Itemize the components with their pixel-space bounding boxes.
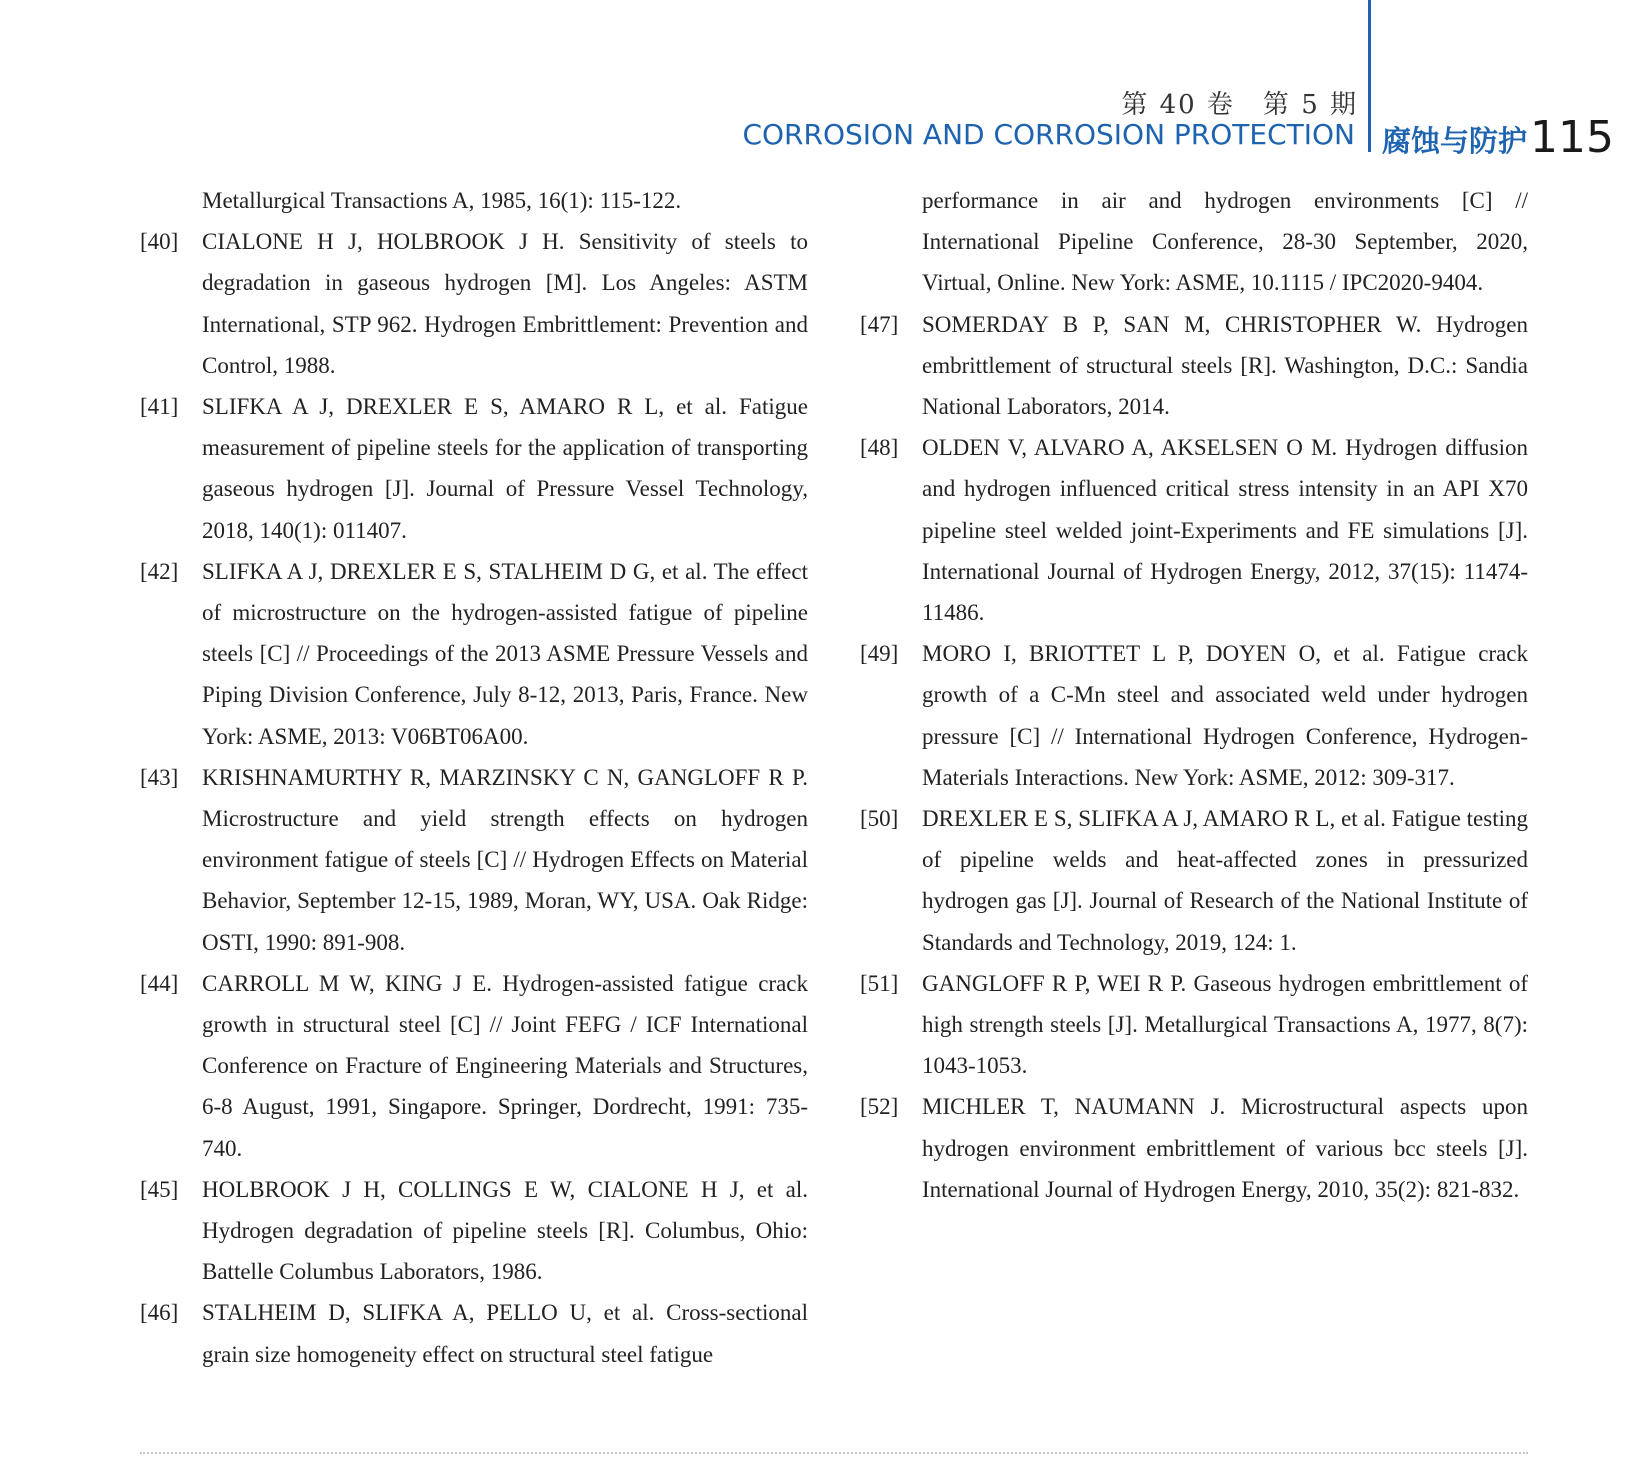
- reference-number: [52]: [860, 1094, 899, 1120]
- header-rule: [1368, 0, 1371, 152]
- reference-number: [49]: [860, 641, 899, 667]
- reference-text: CIALONE H J, HOLBROOK J H. Sensitivity of steels to degradation in gaseous hydrogen [M]. Los Angeles: ASTM International, STP 962. Hydrogen Embrittlement: Prevention and Control, 1988.: [202, 229, 808, 378]
- reference-item: [140, 221, 808, 386]
- reference-item: [860, 1086, 1528, 1210]
- reference-number: [44]: [140, 970, 179, 996]
- reference-text: MORO I, BRIOTTET L P, DOYEN O, et al. Fatigue crack growth of a C-Mn steel and associated weld under hydrogen pressure [C] // International Hydrogen Conference, Hydrogen-Materials Interactions. New York: ASME, 2012: 309-317.: [922, 641, 1528, 790]
- reference-number: [41]: [140, 394, 179, 420]
- reference-item: [140, 386, 808, 551]
- reference-item: [860, 427, 1528, 633]
- reference-item: [860, 304, 1528, 428]
- reference-text: MICHLER T, NAUMANN J. Microstructural aspects upon hydrogen environment embrittlement of various bcc steels [J]. International Journal of Hydrogen Energy, 2010, 35(2): 821-832.: [922, 1094, 1528, 1202]
- reference-number: [51]: [860, 970, 899, 996]
- journal-title-en: CORROSION AND CORROSION PROTECTION: [742, 118, 1355, 151]
- reference-item: [140, 180, 808, 221]
- right-column: [860, 180, 1528, 1210]
- reference-number: [50]: [860, 806, 899, 832]
- reference-item: [860, 963, 1528, 1087]
- reference-text: performance in air and hydrogen environments [C] // International Pipeline Conference, 28-30 September, 2020, Virtual, Online. New York: ASME, 10.1115 / IPC2020-9404.: [922, 188, 1528, 296]
- reference-number: [40]: [140, 229, 179, 255]
- reference-text: SLIFKA A J, DREXLER E S, AMARO R L, et al. Fatigue measurement of pipeline steels for the application of transporting gaseous hydrogen [J]. Journal of Pressure Vessel Technology, 2018, 140(1): 011407.: [202, 394, 808, 543]
- reference-item: [140, 551, 808, 757]
- reference-text: OLDEN V, ALVARO A, AKSELSEN O M. Hydrogen diffusion and hydrogen influenced critical stress intensity in an API X70 pipeline steel welded joint-Experiments and FE simulations [J]. International Journal of Hydrogen Energy, 2012, 37(15): 11474-11486.: [922, 435, 1528, 626]
- reference-text: CARROLL M W, KING J E. Hydrogen-assisted fatigue crack growth in structural steel [C] // Joint FEFG / ICF International Conference on Fracture of Engineering Materials and Structures, 6-8 August, 1991, Singapore. Springer, Dordrecht, 1991: 735-740.: [202, 970, 808, 1161]
- page-number: 115: [1530, 112, 1614, 163]
- reference-item: [140, 757, 808, 963]
- reference-text: STALHEIM D, SLIFKA A, PELLO U, et al. Cross-sectional grain size homogeneity effect on structural steel fatigue: [202, 1300, 808, 1367]
- reference-text: Metallurgical Transactions A, 1985, 16(1): 115-122.: [202, 188, 682, 213]
- reference-text: KRISHNAMURTHY R, MARZINSKY C N, GANGLOFF R P. Microstructure and yield strength effects on hydrogen environment fatigue of steels [C] // Hydrogen Effects on Material Behavior, September 12-15, 1989, Moran, WY, USA. Oak Ridge: OSTI, 1990: 891-908.: [202, 764, 808, 955]
- reference-number: [46]: [140, 1300, 179, 1326]
- reference-item: [140, 963, 808, 1169]
- reference-number: [42]: [140, 558, 179, 584]
- reference-item: [860, 180, 1528, 304]
- reference-number: [43]: [140, 764, 179, 790]
- reference-text: SLIFKA A J, DREXLER E S, STALHEIM D G, et al. The effect of microstructure on the hydrogen-assisted fatigue of pipeline steels [C] // Proceedings of the 2013 ASME Pressure Vessels and Piping Division Conference, July 8-12, 2013, Paris, France. New York: ASME, 2013: V06BT06A00.: [202, 558, 808, 749]
- reference-item: [140, 1169, 808, 1293]
- journal-title-cn: 腐蚀与防护: [1382, 124, 1528, 158]
- reference-item: [860, 798, 1528, 963]
- reference-text: SOMERDAY B P, SAN M, CHRISTOPHER W. Hydrogen embrittlement of structural steels [R]. Washington, D.C.: Sandia National Laborators, 2014.: [922, 311, 1528, 420]
- left-column: [140, 180, 808, 1375]
- reference-text: GANGLOFF R P, WEI R P. Gaseous hydrogen embrittlement of high strength steels [J]. Metallurgical Transactions A, 1977, 8(7): 1043-1053.: [922, 970, 1528, 1079]
- reference-number: [45]: [140, 1176, 179, 1202]
- reference-item: [140, 1292, 808, 1374]
- reference-text: HOLBROOK J H, COLLINGS E W, CIALONE H J, et al. Hydrogen degradation of pipeline steels [R]. Columbus, Ohio: Battelle Columbus Laborators, 1986.: [202, 1176, 808, 1285]
- reference-item: [860, 633, 1528, 798]
- reference-number: [47]: [860, 311, 899, 337]
- reference-text: DREXLER E S, SLIFKA A J, AMARO R L, et al. Fatigue testing of pipeline welds and heat-affected zones in pressurized hydrogen gas [J]. Journal of Research of the National Institute of Standards and Technology, 2019, 124: 1.: [922, 806, 1528, 955]
- footer-dotted-rule: [140, 1452, 1528, 1456]
- issue-info: 第 40 卷 第 5 期: [1121, 90, 1358, 120]
- reference-number: [48]: [860, 435, 899, 461]
